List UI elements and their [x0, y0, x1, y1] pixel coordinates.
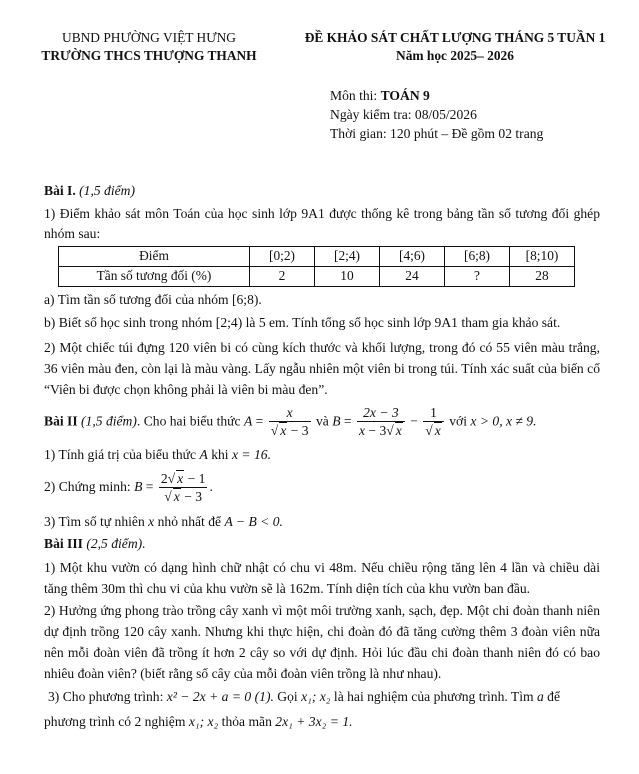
den-x: x: [358, 423, 366, 439]
eq-sign: =: [343, 413, 352, 429]
sqrt-symbol: √: [167, 471, 176, 486]
sqrt-symbol: √: [164, 489, 172, 505]
q3-ineq: A − B < 0.: [224, 514, 283, 529]
fraction-A: [269, 405, 311, 440]
bai2-points: (1,5 điểm): [77, 413, 137, 429]
sqrt-symbol: √: [270, 423, 279, 439]
with-word: với: [449, 413, 471, 429]
q3-text: 3) Tìm số tự nhiên: [44, 514, 149, 529]
table-row: [59, 247, 575, 267]
table-value-cell: 10: [315, 267, 380, 287]
one: 1: [198, 471, 206, 486]
frac-num: 1: [423, 405, 444, 422]
fraction-B2: [423, 405, 444, 440]
table-value-cell: 2: [250, 267, 315, 287]
q3-d: để: [543, 689, 561, 704]
table-value-cell: ?: [445, 267, 510, 287]
bai3-q2: 2) Hưởng ứng phong trào trồng cây xanh vì một môi trường xanh, sạch, đẹp. Một chi đoàn thanh niên dự định trồng 120 cây xanh. Nhưng khi thực hiện, chi đoàn đó đã tăng cường thêm 3 đoàn viên nữa nên mỗi đoàn viên đã trồng ít hơn 2 cây so với dự định. Hỏi lúc đầu chi đoàn thanh niên đó có bao nhiêu đoàn viên? (biết rằng số cây của mỗi đoàn viên trồng là như nhau).: [44, 603, 600, 681]
frac-den: x − 3√ x: [358, 423, 402, 439]
bai3-points: (2,5 điểm).: [82, 536, 146, 551]
q1-var: A: [199, 447, 208, 462]
q1-when: khi: [207, 447, 232, 462]
fraction-proof: [159, 470, 208, 506]
fraction-B1: [357, 405, 405, 440]
q3-e: phương trình có 2 nghiệm: [44, 714, 189, 729]
q3-c: là hai nghiệm của phương trình. Tìm: [330, 689, 537, 704]
and-word: và: [315, 413, 333, 429]
header-left-line2: TRƯỜNG THCS THƯỢNG THANH: [41, 48, 257, 63]
var-A: A: [243, 413, 253, 429]
bai1-qb: b) Biết số học sinh trong nhóm [2;4) là 5 em. Tính tổng số học sinh lớp 9A1 tham gia khảo sát.: [44, 315, 561, 330]
bai1-heading: [44, 183, 135, 200]
period: .: [209, 478, 213, 494]
exam-subject: [330, 88, 430, 105]
subject-label: Môn thi:: [330, 88, 381, 103]
var-B: B: [332, 413, 341, 429]
bai3-heading: [44, 536, 146, 553]
frac-num: 2x − 3: [357, 405, 405, 422]
den-rest: − 3: [290, 423, 309, 439]
q3-roots: x₁; x₂: [301, 689, 331, 704]
frac-den: [159, 488, 208, 505]
bai2-q2: [44, 470, 213, 506]
bai1-title: Bài I.: [44, 183, 76, 198]
radicand: x: [173, 489, 180, 505]
q1-text: 1) Tính giá trị của biểu thức: [44, 447, 200, 462]
header-left-line1: UBND PHƯỜNG VIỆT HƯNG: [62, 30, 236, 45]
table-value-cell: 24: [380, 267, 445, 287]
frequency-table: [58, 246, 575, 287]
bai3-q3-line1: [48, 689, 560, 706]
bai1-qa: a) Tìm tần số tương đối của nhóm [6;8).: [44, 292, 262, 307]
table-group-cell: [2;4): [315, 247, 380, 267]
minus-sign: −: [410, 413, 418, 429]
table-group-cell: [8;10): [510, 247, 575, 267]
bai1-points: (1,5 điểm): [75, 183, 136, 198]
exam-date: Ngày kiểm tra: 08/05/2026: [330, 107, 477, 122]
q3-rest: nhỏ nhất để: [154, 514, 225, 529]
eq-sign: =: [255, 413, 264, 429]
radicand: x: [280, 423, 287, 439]
radicand: x: [395, 423, 402, 439]
var-B: B: [134, 478, 143, 494]
table-header-cell: Điểm: [59, 247, 250, 267]
bai1-q2: 2) Một chiếc túi đựng 120 viên bi có cùng kích thước và khối lượng, trong đó có 55 viên màu trắng, 36 viên màu đen, còn lại là màu vàng. Lấy ngẫu nhiên một viên bi trong túi. Tính xác suất của biến cố “Viên bi được chọn không phải là viên bi màu đen”.: [44, 340, 600, 397]
subject-value: TOÁN 9: [380, 88, 430, 103]
exam-time: Thời gian: 120 phút – Đề gồm 02 trang: [330, 126, 544, 141]
bai2-title: Bài II: [44, 413, 78, 429]
bai2-heading: [44, 405, 536, 440]
frac-den: [269, 422, 311, 439]
q3-a: 3) Cho phương trình:: [48, 689, 167, 704]
q2-text: 2) Chứng minh:: [44, 478, 135, 494]
q3-b: Gọi: [273, 689, 302, 704]
sqrt-symbol: √: [386, 423, 394, 439]
header-right-line1: ĐỀ KHẢO SÁT CHẤT LƯỢNG THÁNG 5 TUẦN 1: [304, 30, 606, 45]
bai2-q1: [44, 447, 271, 464]
frac-num: 2√ x − 1: [159, 470, 208, 488]
bai3-q3-line2: [44, 714, 353, 731]
q1-value: x = 16.: [231, 447, 271, 462]
table-row: [59, 267, 575, 287]
q3-eq: x² − 2x + a = 0 (1).: [166, 689, 274, 704]
q3-f: thỏa mãn: [218, 714, 276, 729]
q3-roots: x₁; x₂: [188, 714, 219, 729]
bai3-q1: 1) Một khu vườn có dạng hình chữ nhật có chu vi 48m. Nếu chiều rộng tăng lên 4 lần và chiều dài tăng thêm 30m thì chu vi của khu vườn sẽ là 162m. Tính diện tích của khu vườn ban đầu.: [44, 560, 600, 596]
frac-num: x: [269, 405, 311, 422]
radicand: x: [434, 423, 441, 439]
header-right-line2: Năm học 2025– 2026: [396, 48, 514, 63]
bai2-q3: [44, 514, 283, 531]
radicand: x: [177, 471, 184, 486]
bai3-title: Bài III: [44, 536, 83, 551]
den-rest: − 3: [184, 489, 203, 505]
q3-var: a: [536, 689, 544, 704]
sqrt-symbol: √: [425, 423, 433, 439]
coef: 2: [160, 471, 168, 486]
bai2-intro: . Cho hai biểu thức: [136, 413, 244, 429]
eq-sign: =: [145, 478, 154, 494]
q3-var: x: [148, 514, 155, 529]
frac-den: [423, 422, 444, 439]
condition: x > 0, x ≠ 9.: [470, 413, 537, 429]
table-group-cell: [0;2): [250, 247, 315, 267]
table-group-cell: [4;6): [380, 247, 445, 267]
bai1-q1-intro: 1) Điểm khảo sát môn Toán của học sinh lớp 9A1 được thống kê trong bảng tần số tương đối ghép nhóm sau:: [44, 206, 600, 241]
table-group-cell: [6;8): [445, 247, 510, 267]
table-header-cell: Tần số tương đối (%): [59, 267, 250, 287]
q3-cond: 2x₁ + 3x₂ = 1.: [275, 714, 353, 729]
table-value-cell: 28: [510, 267, 575, 287]
